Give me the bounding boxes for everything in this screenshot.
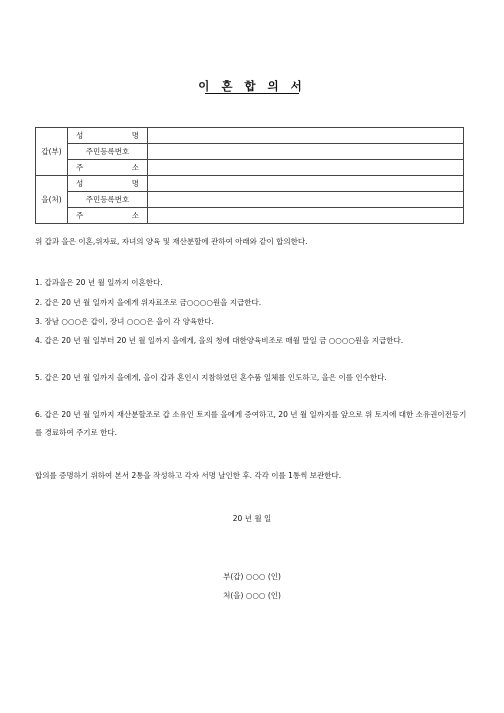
table-row xyxy=(36,208,464,224)
wife-address-field[interactable] xyxy=(148,208,464,224)
address-label: 주 소 xyxy=(68,208,148,224)
wife-resident-number-field[interactable] xyxy=(148,192,464,208)
clause-3: 3. 장남 ○○○은 갑이, 장녀 ○○○은 을이 각 양육한다. xyxy=(35,317,214,326)
party-info-table xyxy=(35,127,464,224)
closing-paragraph: 합의를 증명하기 위하여 본서 2통을 작성하고 각자 서명 날인한 후. 각각 이를 1통씩 보관한다. xyxy=(35,471,342,480)
party-husband-label: 갑(부) xyxy=(36,128,68,176)
table-row xyxy=(36,192,464,208)
table-row xyxy=(36,128,464,144)
husband-address-field[interactable] xyxy=(148,160,464,176)
address-label: 주 소 xyxy=(68,160,148,176)
clause-2: 2. 갑은 20 년 월 일까지 을에게 위자료조로 금○○○○원을 지급한다. xyxy=(35,298,262,307)
table-row xyxy=(36,144,464,160)
husband-name-field[interactable] xyxy=(148,128,464,144)
resident-number-label: 주민등록번호 xyxy=(68,144,148,160)
resident-number-label: 주민등록번호 xyxy=(68,192,148,208)
clause-1: 1. 갑과을은 20 년 월 일까지 이혼한다. xyxy=(35,278,163,287)
intro-paragraph: 위 갑과 을은 이혼,위자료, 자녀의 양육 및 재산분할에 관하여 아래와 같이 합의한다. xyxy=(35,237,308,246)
document-title: 이 혼 합 의 서 xyxy=(198,79,306,93)
table-row xyxy=(36,160,464,176)
wife-name-field[interactable] xyxy=(148,176,464,192)
clause-4: 4. 갑은 20 년 월 일부터 20 년 월 일까지 을에게, 을의 청에 대한양육비조로 매월 말일 금 ○○○○원을 지급한다. xyxy=(35,336,404,345)
table-row xyxy=(36,176,464,192)
signature-wife: 처(을) ○○○ (인) xyxy=(223,591,281,600)
signature-husband: 부(갑) ○○○ (인) xyxy=(223,572,281,581)
husband-resident-number-field[interactable] xyxy=(148,144,464,160)
date-line: 20 년 월 일 xyxy=(232,514,272,523)
clause-5: 5. 갑은 20 년 월 일까지 을에게, 을이 갑과 혼인시 지참하였던 혼수품 일체를 인도하고, 을은 이를 인수한다. xyxy=(35,373,387,382)
party-wife-label: 을(처) xyxy=(36,176,68,224)
name-label: 성 명 xyxy=(68,128,148,144)
title-underline xyxy=(205,93,299,94)
clause-6: 6. 갑은 20 년 월 일까지 재산분할조로 갑 소유인 토지를 을에게 증여하고, 20 년 월 일까지를 앞으로 위 토지에 대한 소유권이전등기를 경료하여 주기로 한다. xyxy=(35,410,467,437)
name-label: 성 명 xyxy=(68,176,148,192)
